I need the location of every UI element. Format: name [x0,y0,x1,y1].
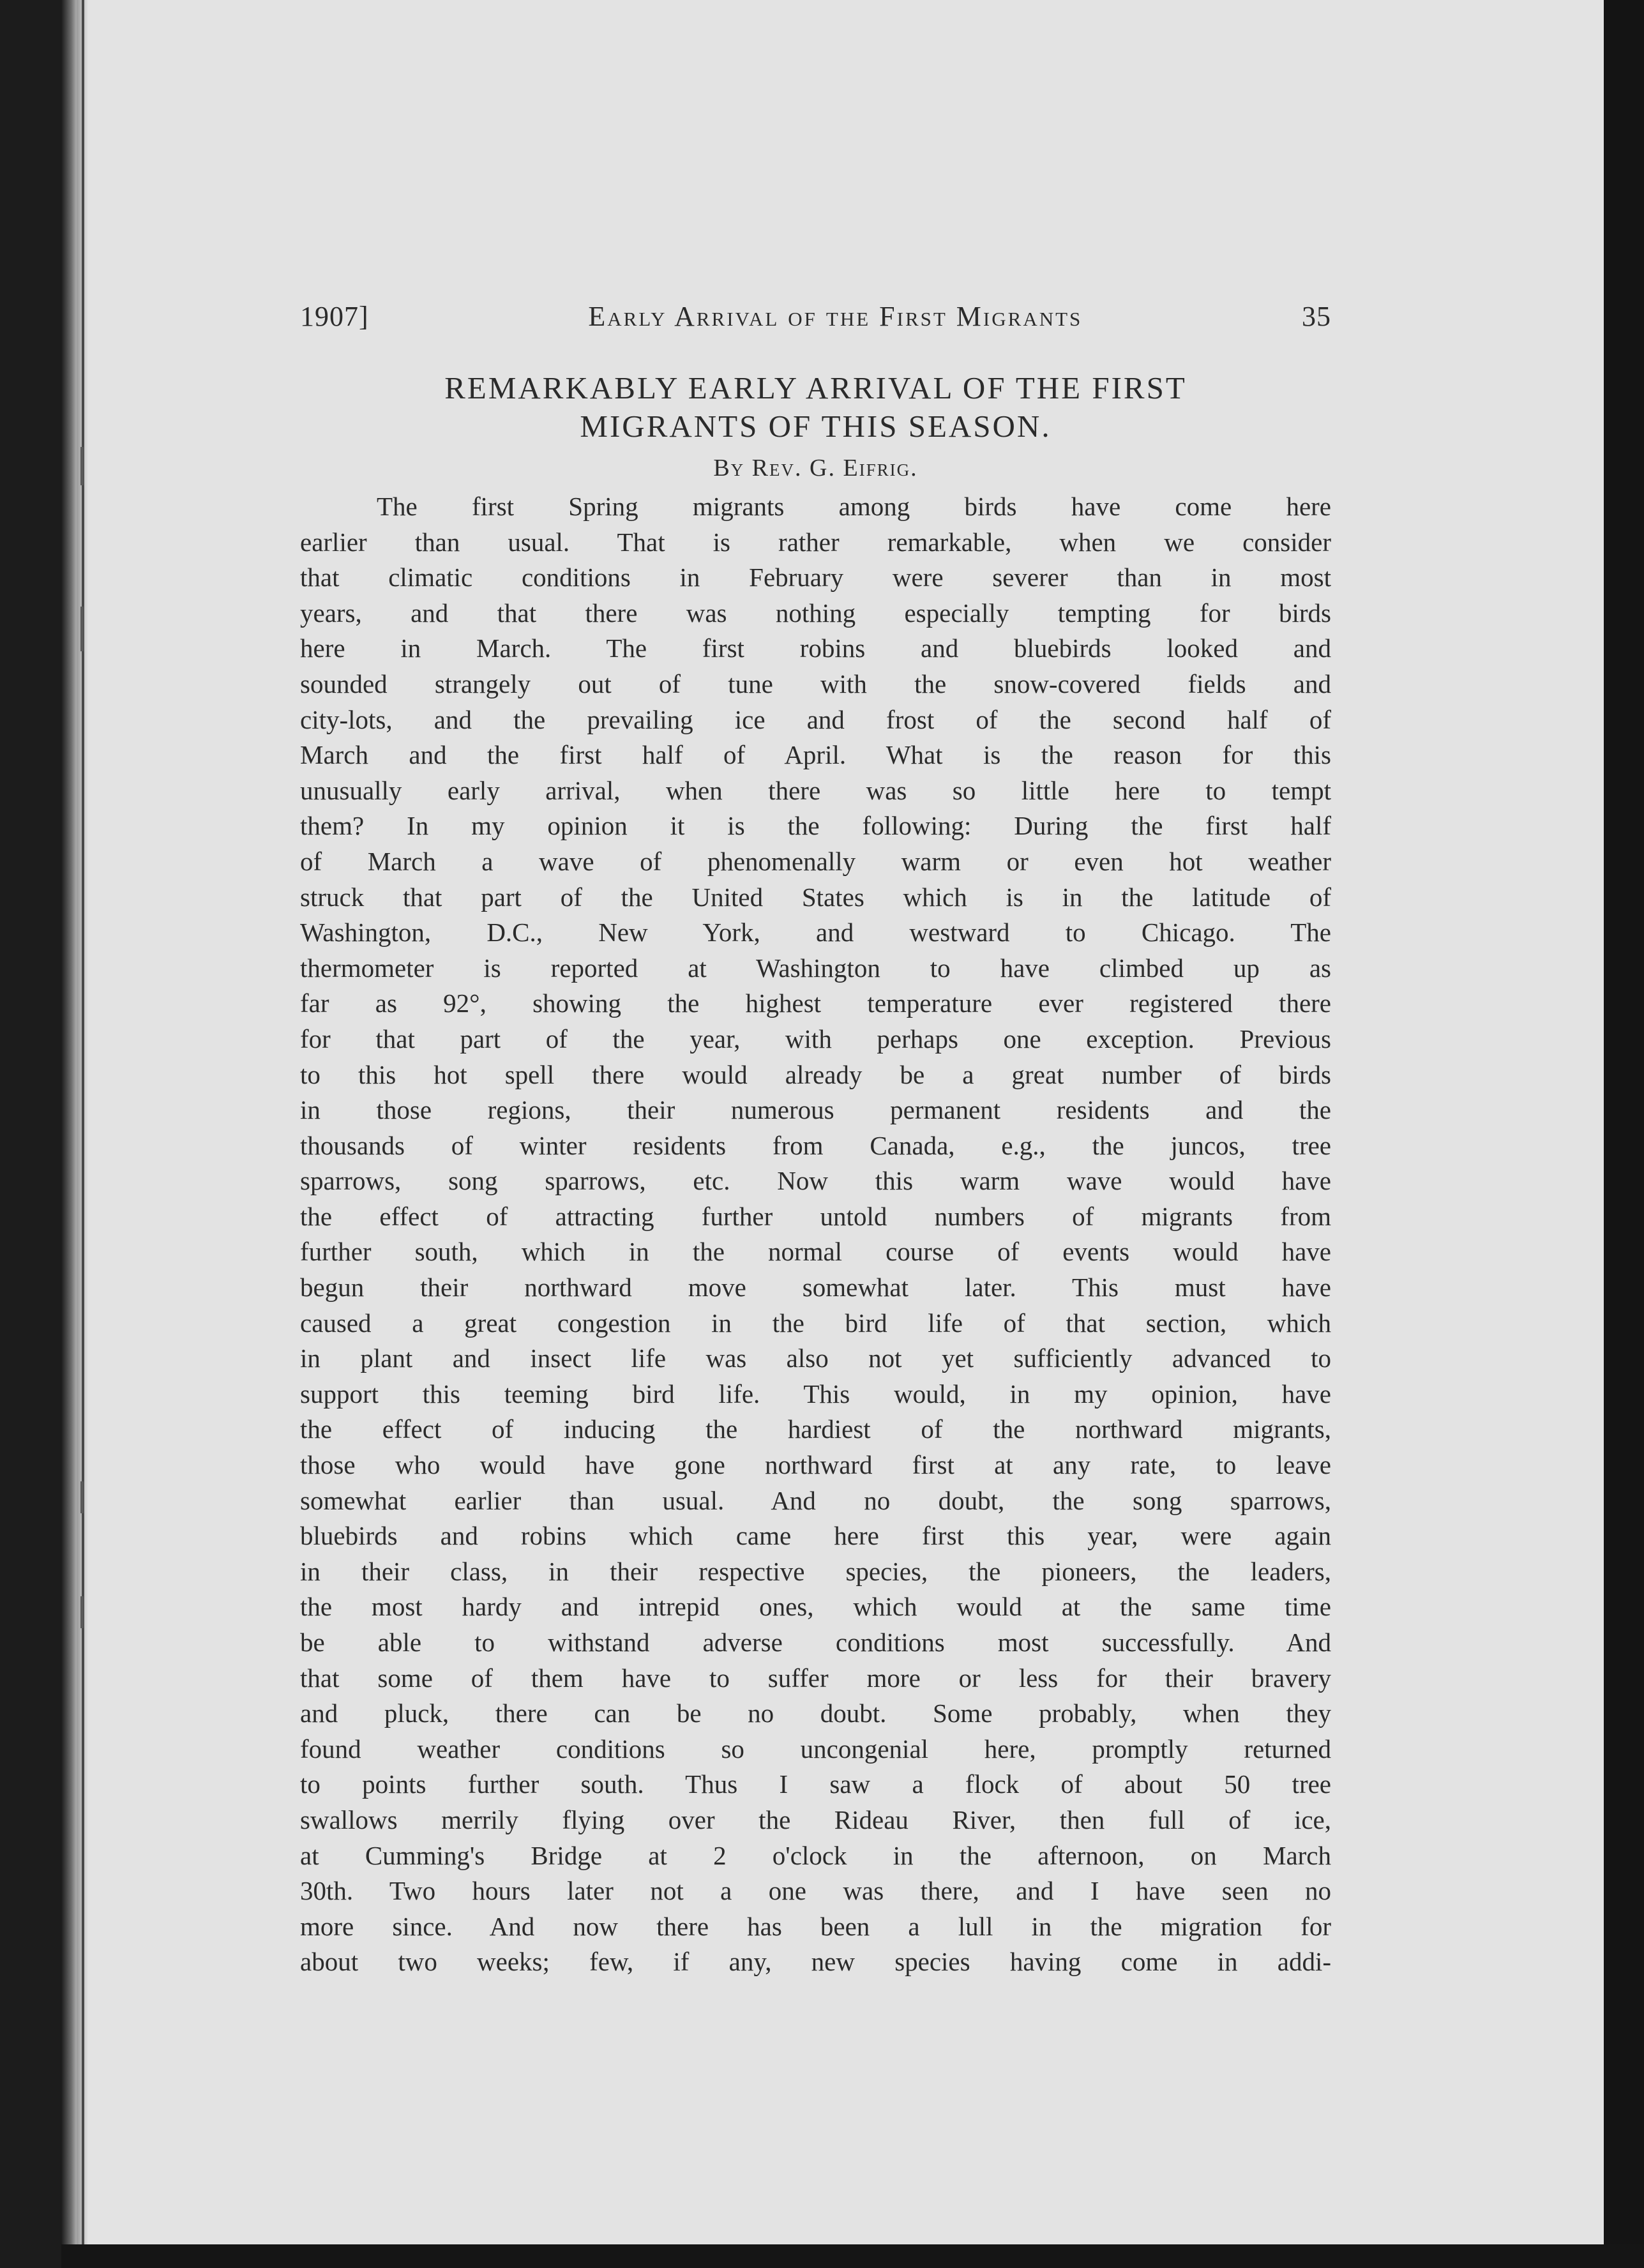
body-text-line: caused a great congestion in the bird life of that section, which [300,1308,1331,1338]
article-byline: By Rev. G. Eifrig. [713,455,918,481]
body-text-line: sparrows, song sparrows, etc. Now this warm wave would have [300,1166,1331,1196]
binding-mark [80,447,84,485]
body-text-line: March and the first half of April. What is the reason for this [300,740,1331,770]
body-text-line: the effect of inducing the hardiest of the northward migrants, [300,1414,1331,1444]
body-text-line: somewhat earlier than usual. And no doubt, the song sparrows, [300,1485,1331,1515]
body-text-line: be able to withstand adverse conditions most successfully. And [300,1628,1331,1657]
body-text-line: here in March. The first robins and bluebirds looked and [300,633,1331,663]
body-text-line: 30th. Two hours later not a one was there, and I have seen no [300,1876,1331,1906]
body-text-line: thermometer is reported at Washington to have climbed up as [300,953,1331,983]
body-text-line: of March a wave of phenomenally warm or even hot weather [300,846,1331,876]
body-text-line: support this teeming bird life. This would, in my opinion, have [300,1379,1331,1409]
body-text-line: that climatic conditions in February were severer than in most [300,563,1331,593]
body-text-line: to points further south. Thus I saw a flock of about 50 tree [300,1769,1331,1799]
page-text-block [300,300,1331,1980]
body-text-line: the most hardy and intrepid ones, which would at the same time [300,1592,1331,1622]
body-text-line: more since. And now there has been a lull in the migration for [300,1911,1331,1941]
body-text-line: far as 92°, showing the highest temperature ever registered there [300,988,1331,1018]
article-body [300,489,1331,1980]
body-text-line: at Cumming's Bridge at 2 o'clock in the afternoon, on March [300,1840,1331,1870]
body-text-line: unusually early arrival, when there was so little here to tempt [300,775,1331,805]
body-text-line: years, and that there was nothing especially tempting for birds [300,598,1331,628]
body-text-line: those who would have gone northward first at any rate, to leave [300,1450,1331,1480]
scan-border-bottom [61,2244,1644,2268]
binding-mark [80,1481,84,1513]
body-text-line: thousands of winter residents from Canada, e.g., the juncos, tree [300,1130,1331,1160]
binding-line [82,0,84,2244]
body-text-line: The first Spring migrants among birds have come here [377,492,1331,521]
body-text-line: earlier than usual. That is rather remarkable, when we consider [300,527,1331,557]
body-text-line: swallows merrily flying over the Rideau River, then full of ice, [300,1804,1331,1834]
body-text-line: the effect of attracting further untold numbers of migrants from [300,1201,1331,1231]
body-text-line: in their class, in their respective species, the pioneers, the leaders, [300,1556,1331,1586]
running-head-year: 1907] [300,301,369,332]
body-text-line: in plant and insect life was also not yet sufficiently advanced to [300,1343,1331,1373]
body-text-line: city-lots, and the prevailing ice and frost of the second half of [300,704,1331,734]
article-title-line: MIGRANTS OF THIS SEASON. [580,409,1052,444]
body-text-line: Washington, D.C., New York, and westward to Chicago. The [300,918,1331,948]
body-text-line: further south, which in the normal course of events would have [300,1237,1331,1267]
body-text-line: bluebirds and robins which came here first this year, were again [300,1521,1331,1551]
body-text-line: for that part of the year, with perhaps one exception. Previous [300,1024,1331,1054]
running-head [300,300,1331,338]
body-text-line: to this hot spell there would already be a great number of birds [300,1059,1331,1089]
body-text-line: found weather conditions so uncongenial here, promptly returned [300,1734,1331,1764]
binding-mark [80,607,84,651]
page-number: 35 [1302,301,1331,332]
body-text-line: begun their northward move somewhat later. This must have [300,1273,1331,1303]
binding-edge [61,0,78,2268]
body-text-line: them? In my opinion it is the following: During the first half [300,811,1331,841]
body-text-line: that some of them have to suffer more or less for their bravery [300,1663,1331,1693]
scan-border-right [1604,0,1644,2268]
body-text-line: sounded strangely out of tune with the snow-covered fields and [300,669,1331,699]
article-title [300,369,1331,446]
running-head-title: Early Arrival of the First Migrants [588,301,1083,332]
binding-mark [80,1596,84,1628]
article-title-line: REMARKABLY EARLY ARRIVAL OF THE FIRST [444,370,1187,405]
body-text-line: struck that part of the United States which is in the latitude of [300,882,1331,912]
body-text-line: in those regions, their numerous permanent residents and the [300,1095,1331,1125]
body-text-line: about two weeks; few, if any, new species having come in addi- [300,1947,1331,1977]
body-text-line: and pluck, there can be no doubt. Some probably, when they [300,1698,1331,1728]
